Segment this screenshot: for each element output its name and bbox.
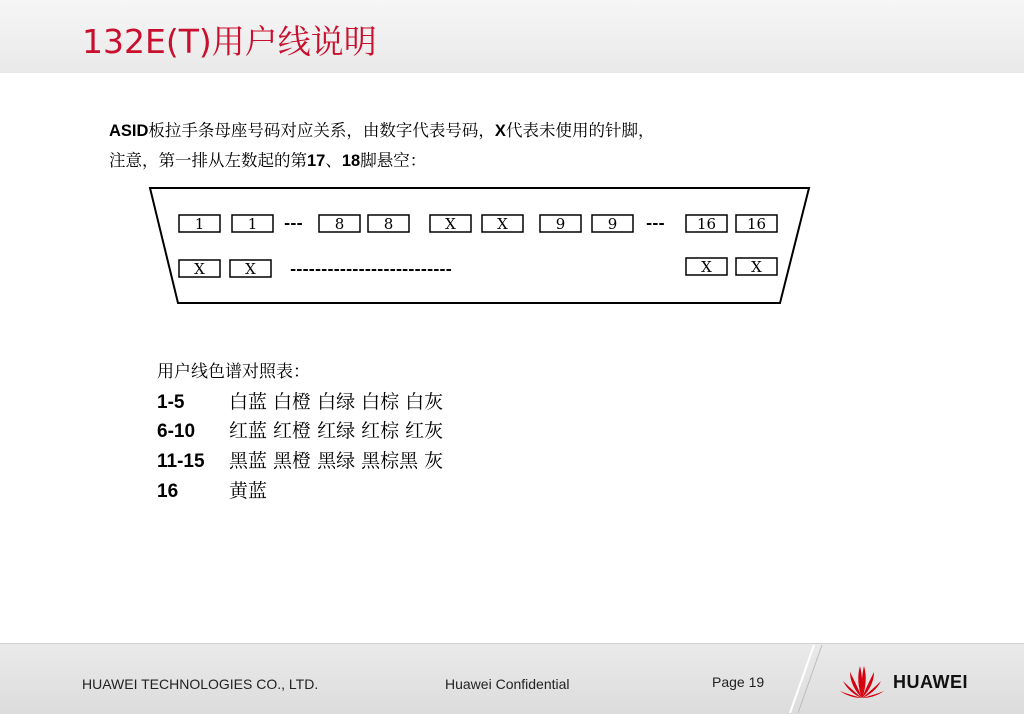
pin-label: 8	[383, 215, 394, 233]
x-term: X	[494, 122, 506, 140]
pin-dash: ---	[646, 214, 665, 232]
pin-label: X	[497, 215, 508, 233]
pin-label: 8	[334, 215, 345, 233]
pin-label: 16	[746, 215, 767, 233]
description	[109, 116, 869, 176]
description-text-1b: 代表未使用的针脚，	[505, 121, 655, 140]
footer-divider-lines	[770, 643, 830, 713]
legend-range: 11-15	[157, 451, 205, 472]
pin-label: 1	[247, 215, 258, 233]
pin-label: X	[701, 258, 712, 276]
pin-label: X	[245, 260, 256, 278]
slide-title: 132E(T)用户线说明	[82, 22, 377, 61]
pin-label: X	[194, 260, 205, 278]
footer-page-number: Page 19	[712, 674, 765, 690]
description-text-2b: 脚悬空：	[360, 151, 427, 170]
legend-range: 1-5	[157, 392, 185, 413]
description-text-1a: 板拉手条母座号码对应关系，由数字代表号码，	[148, 121, 495, 140]
pin-row-2	[179, 258, 777, 278]
pin-18: 18	[341, 152, 361, 170]
footer-company: HUAWEI TECHNOLOGIES CO., LTD.	[82, 676, 319, 692]
description-sep: 、	[325, 151, 342, 170]
legend-range: 16	[157, 481, 179, 502]
description-line-1	[109, 116, 869, 146]
footer-confidential: Huawei Confidential	[445, 676, 570, 692]
connector-diagram	[148, 185, 812, 307]
pin-dash: ---	[284, 214, 303, 232]
legend-row	[157, 416, 443, 446]
pin-label: X	[445, 215, 456, 233]
pin-label: 9	[607, 215, 618, 233]
description-line-2	[109, 146, 869, 176]
pin-17: 17	[307, 152, 326, 170]
legend-colors: 黄蓝	[229, 480, 268, 502]
legend-row	[157, 446, 443, 476]
legend-range: 6-10	[157, 421, 196, 442]
connector-outline	[150, 188, 809, 303]
pin-row-1	[179, 214, 777, 233]
huawei-flower-logo-icon	[838, 664, 886, 700]
asid-term: ASID	[109, 122, 149, 140]
legend-colors: 白蓝 白橙 白绿 白棕 白灰	[229, 391, 444, 413]
legend-row	[157, 476, 267, 506]
legend-row	[157, 387, 443, 417]
legend-title: 用户线色谱对照表：	[157, 362, 310, 382]
pin-dash: --------------------------	[290, 260, 452, 278]
pin-label: 9	[555, 215, 566, 233]
pin-label: X	[751, 258, 762, 276]
pin-label: 1	[194, 215, 205, 233]
pin-label: 16	[696, 215, 717, 233]
legend-colors: 红蓝 红橙 红绿 红棕 红灰	[229, 420, 444, 442]
huawei-logo-text: HUAWEI	[893, 672, 968, 692]
description-text-2a: 注意，第一排从左数起的第	[109, 151, 307, 170]
legend-colors: 黑蓝 黑橙 黑绿 黑棕黑 灰	[229, 450, 444, 472]
